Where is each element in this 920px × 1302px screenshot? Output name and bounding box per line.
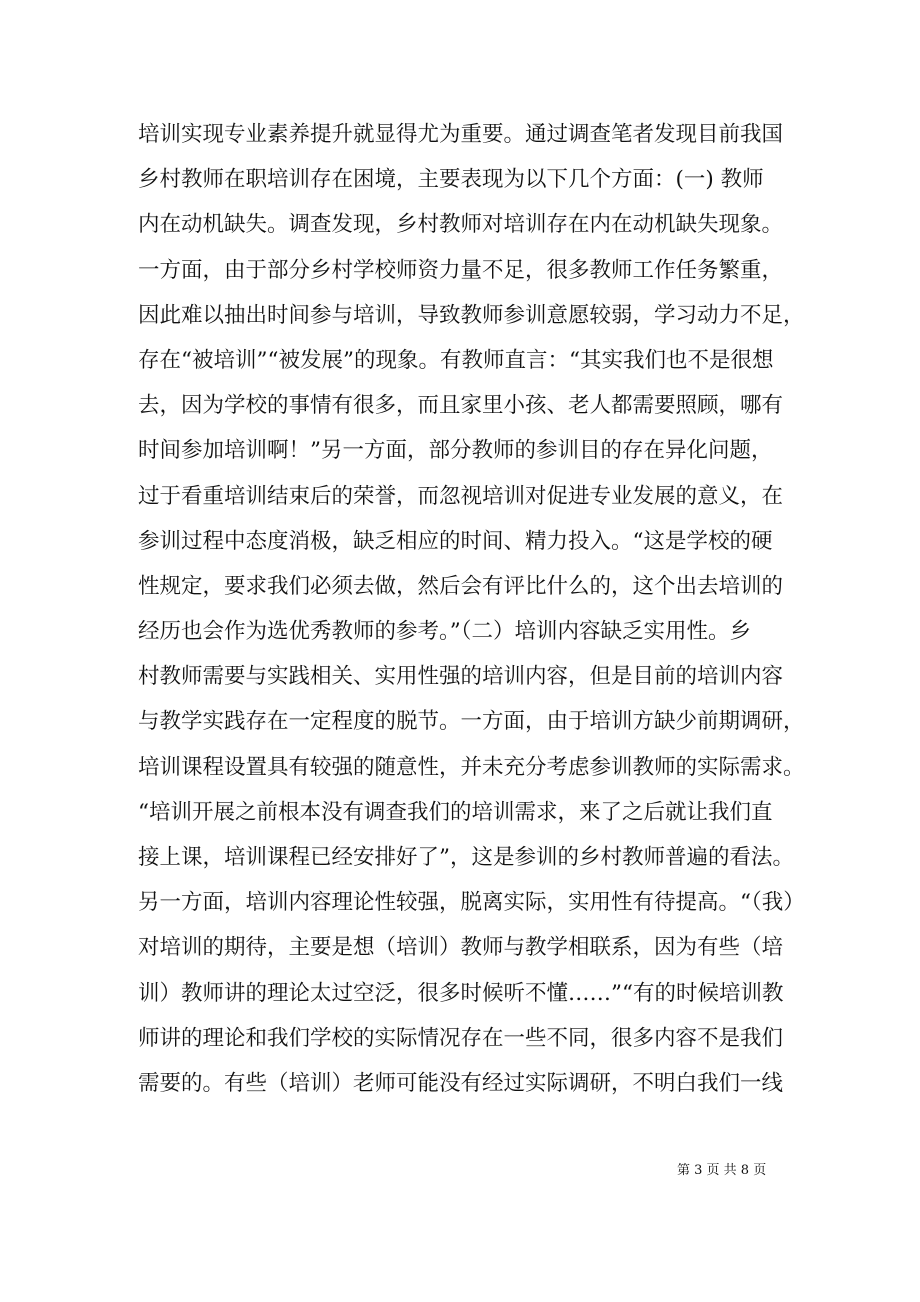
text-line: 对培训的期待，主要是想（培训）教师与教学相联系，因为有些（培: [138, 935, 784, 961]
text-line: 参训过程中态度消极，缺乏相应的时间、精力投入。“这是学校的硬: [138, 528, 773, 554]
text-line: 经历也会作为选优秀教师的参考。”（二）培训内容缺乏实用性。乡: [138, 619, 751, 645]
text-line: 师讲的理论和我们学校的实际情况存在一些不同，很多内容不是我们: [138, 1025, 784, 1051]
text-line: 存在“被培训”“被发展”的现象。有教师直言：“其实我们也不是很想: [138, 347, 774, 373]
text-line: 培训实现专业素养提升就显得尤为重要。通过调查笔者发现目前我国: [138, 122, 784, 147]
text-line: 与教学实践存在一定程度的脱节。一方面，由于培训方缺少前期调研，: [138, 709, 805, 735]
body-paragraph: [138, 112, 805, 1106]
text-line: 内在动机缺失。调查发现，乡村教师对培训存在内在动机缺失现象。: [138, 212, 784, 238]
page-number: 第 3 页 共 8 页: [677, 1163, 767, 1178]
text-line: 过于看重培训结束后的荣誉，而忽视培训对促进专业发展的意义，在: [138, 483, 784, 509]
text-line: 性规定，要求我们必须去做，然后会有评比什么的，这个出去培训的: [138, 573, 784, 599]
text-line: 乡村教师在职培训存在困境，主要表现为以下几个方面：(一) 教师: [138, 167, 764, 193]
text-line: 培训课程设置具有较强的随意性，并未充分考虑参训教师的实际需求。: [138, 754, 805, 780]
text-line: “培训开展之前根本没有调查我们的培训需求，来了之后就让我们直: [138, 799, 773, 825]
text-line: 训）教师讲的理论太过空泛，很多时候听不懂……”“有的时候培训教: [138, 980, 784, 1006]
text-line: 因此难以抽出时间参与培训，导致教师参训意愿较弱，学习动力不足，: [138, 302, 805, 328]
text-line: 需要的。有些（培训）老师可能没有经过实际调研，不明白我们一线: [138, 1070, 784, 1096]
text-line: 村教师需要与实践相关、实用性强的培训内容，但是目前的培训内容: [138, 664, 784, 690]
text-line: 去，因为学校的事情有很多，而且家里小孩、老人都需要照顾，哪有: [138, 393, 784, 419]
text-line: 时间参加培训啊！”另一方面，部分教师的参训目的存在异化问题，: [138, 438, 773, 464]
text-line: 一方面，由于部分乡村学校师资力量不足，很多教师工作任务繁重，: [138, 257, 784, 283]
text-line: 另一方面，培训内容理论性较强，脱离实际，实用性有待提高。“（我）: [138, 890, 805, 916]
text-line: 接上课，培训课程已经安排好了”，这是参训的乡村教师普遍的看法。: [138, 845, 794, 870]
